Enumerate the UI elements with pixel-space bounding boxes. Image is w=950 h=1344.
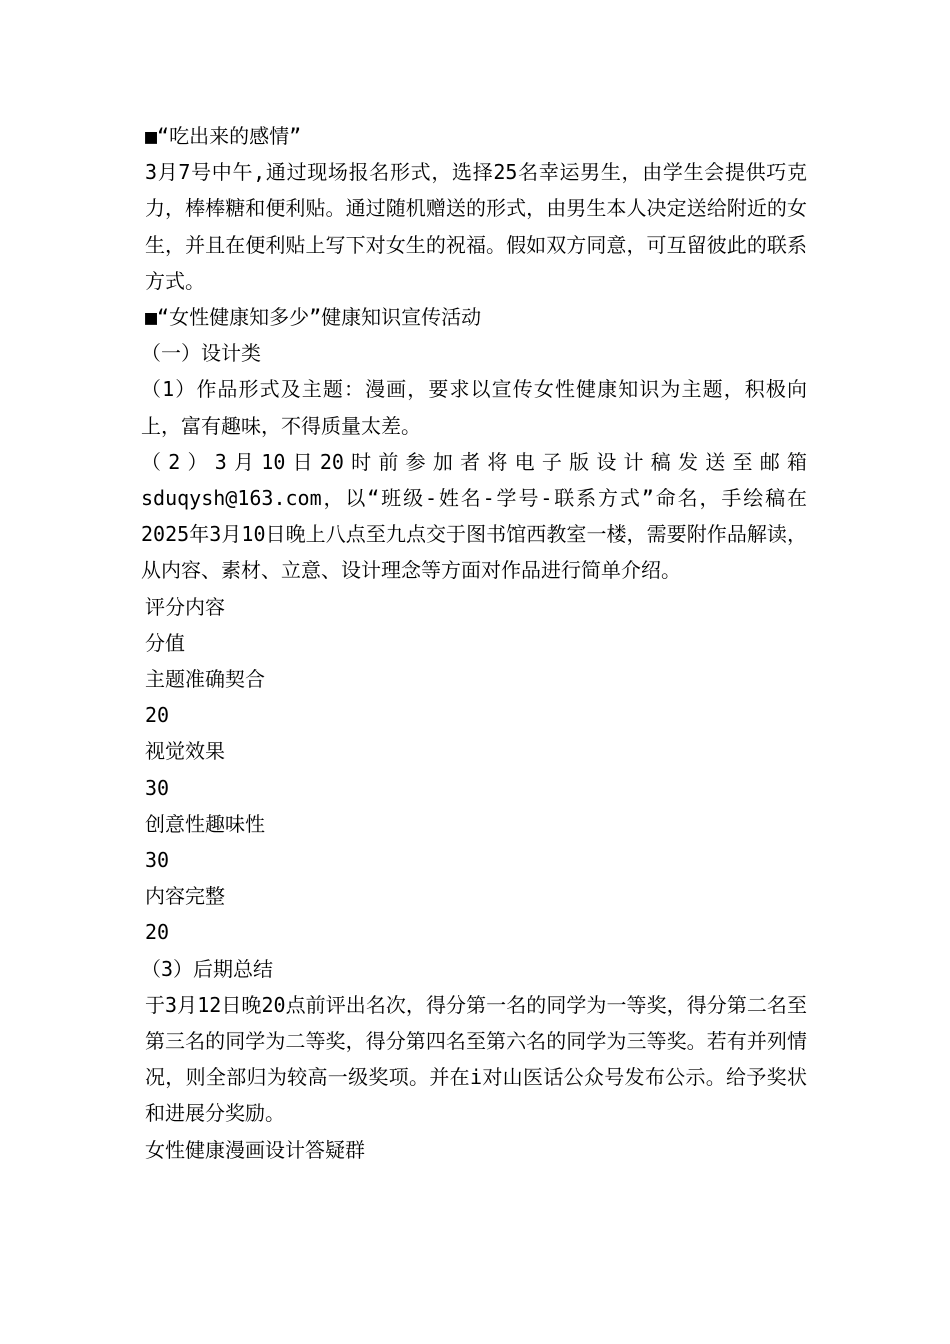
summary-heading: （3）后期总结 — [141, 956, 274, 981]
paragraph-submission: （2）3月10日20时前参加者将电子版设计稿发送至邮箱sduqysh@163.com，以“班级-姓名-学号-联系方式”命名，手绘稿在2025年3月10日晚上八点至九点交于图书馆西教室一楼，需要附作品解读，从内容、素材、立意、设计理念等方面对作品进行简单介绍。 — [141, 449, 807, 583]
table-cell-criterion: 视觉效果 — [145, 739, 225, 764]
table-cell-score: 30 — [145, 775, 170, 800]
table-header-score: 分值 — [145, 630, 185, 655]
table-cell-criterion: 创意性趣味性 — [145, 811, 265, 836]
table-cell-score: 20 — [145, 703, 170, 728]
paragraph-work-format: （1）作品形式及主题：漫画，要求以宣传女性健康知识为主题，积极向上，富有趣味，不得质量太差。 — [141, 377, 807, 438]
qa-group-title: 女性健康漫画设计答疑群 — [145, 1137, 365, 1162]
paragraph-chocolate-activity: 3月7号中午,通过现场报名形式，选择25名幸运男生，由学生会提供巧克力，棒棒糖和便利贴。通过随机赠送的形式，由男生本人决定送给附近的女生，并且在便利贴上写下对女生的祝福。假如双方同意，可互留彼此的联系方式。 — [145, 160, 807, 293]
table-cell-score: 20 — [145, 920, 170, 945]
subheading-design: （一）设计类 — [141, 341, 261, 366]
scoring-table — [145, 589, 807, 951]
document-body — [141, 118, 807, 1168]
table-header-content: 评分内容 — [145, 594, 225, 619]
section-heading-health-knowledge: ■“女性健康知多少”健康知识宣传活动 — [145, 305, 482, 330]
table-cell-criterion: 主题准确契合 — [145, 667, 265, 692]
section-heading-chocolate: ■“吃出来的感情” — [145, 124, 302, 148]
table-cell-criterion: 内容完整 — [145, 884, 225, 909]
table-cell-score: 30 — [145, 848, 170, 873]
paragraph-summary: 于3月12日晚20点前评出名次，得分第一名的同学为一等奖，得分第二名至第三名的同学为二等奖，得分第四名至第六名的同学为三等奖。若有并列情况，则全部归为较高一级奖项。并在i对山医话公众号发布公示。给予奖状和进展分奖励。 — [145, 992, 807, 1126]
